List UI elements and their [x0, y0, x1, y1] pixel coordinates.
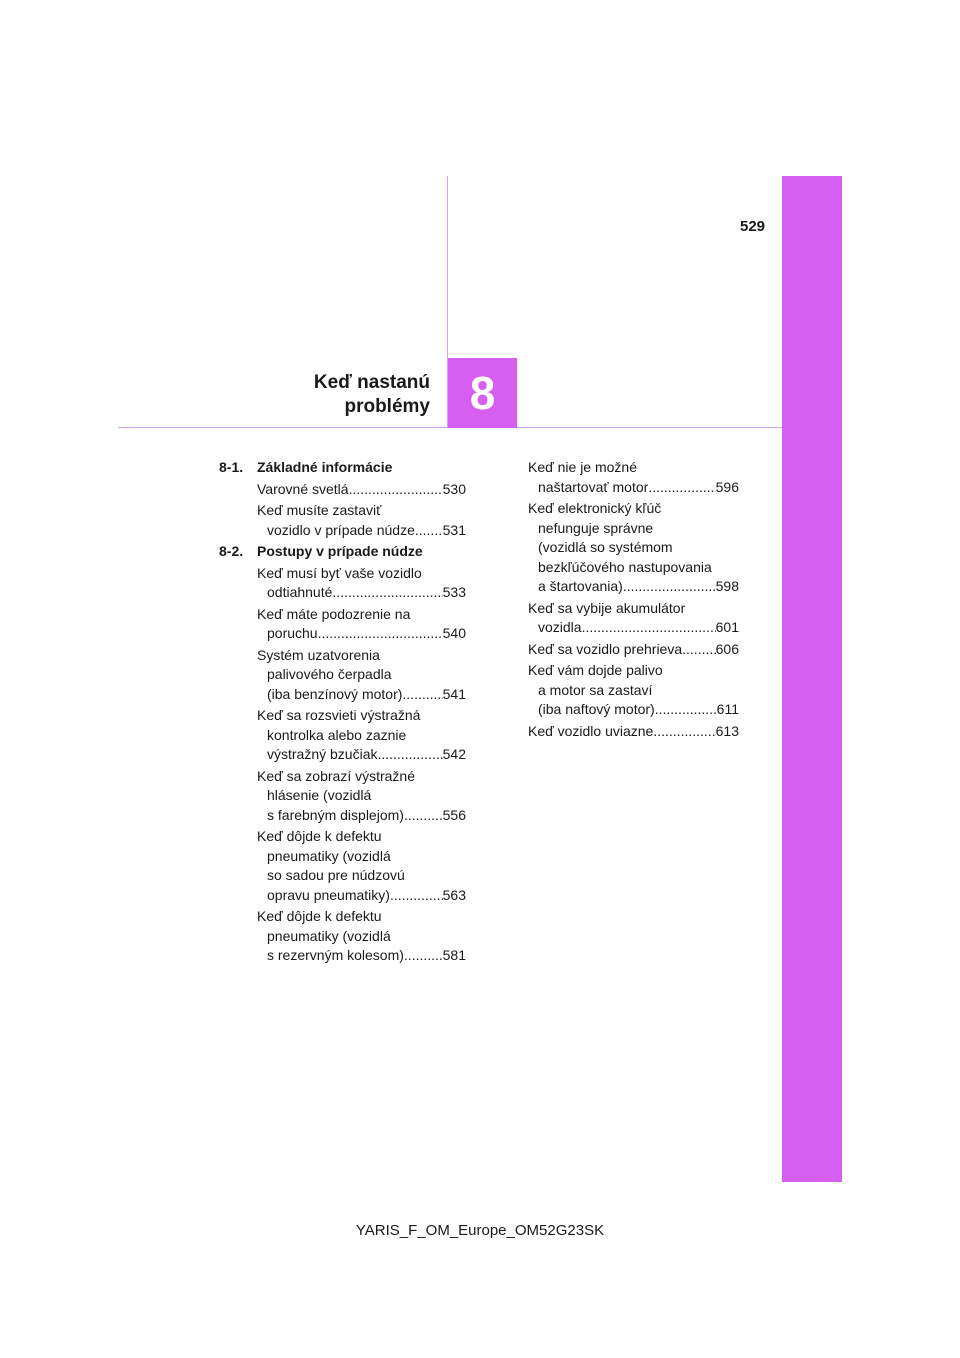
chapter-number-box: 8	[448, 358, 517, 428]
chapter-title-line1: Keď nastanú	[313, 372, 430, 393]
toc-entry-line: palivového čerpadla	[267, 666, 392, 682]
toc-entry-line: vozidlo v prípade núdze	[267, 521, 415, 538]
toc-entry-line: Keď vozidlo uviazne	[528, 722, 654, 739]
toc-entry-line: poruchu	[267, 625, 318, 641]
toc-section-title: Postupy v prípade núdze	[257, 543, 423, 559]
toc-entry-line: Systém uzatvorenia	[257, 646, 380, 663]
toc-entry-line: a motor sa zastaví	[538, 681, 653, 698]
toc-page-number: 541	[442, 685, 466, 702]
toc-entry-line: a štartovania)	[538, 578, 623, 594]
toc-entry-line: nefunguje správne	[538, 519, 654, 536]
dot-leader	[404, 806, 443, 826]
toc-entry-line: Keď sa zobrazí výstražné	[257, 767, 416, 784]
toc-page-number: 581	[442, 947, 466, 963]
toc-entry[interactable]	[528, 599, 739, 638]
toc-entry-line: (iba benzínový motor)	[267, 685, 403, 702]
dot-leader	[332, 583, 442, 603]
toc-entry-line: so sadou pre núdzovú	[267, 867, 405, 883]
chapter-side-tab	[782, 176, 842, 1182]
toc-page-number: 540	[442, 625, 466, 641]
toc-entry[interactable]	[257, 827, 466, 905]
toc-entry-line: opravu pneumatiky)	[267, 886, 390, 903]
dot-leader	[390, 886, 443, 906]
toc-entry-line: hlásenie (vozidlá	[267, 787, 372, 803]
toc-entry-line: Keď dôjde k defektu	[257, 908, 382, 924]
toc-entry-line: pneumatiky (vozidlá	[267, 847, 391, 864]
toc-page-number: 598	[715, 578, 739, 594]
toc-entry-line: (iba naftový motor)	[538, 701, 655, 717]
toc-section-number: 8-2.	[219, 543, 244, 559]
toc-page-number: 531	[442, 521, 466, 538]
toc-entry-line: Keď dôjde k defektu	[257, 828, 382, 844]
toc-entry-line: Keď musí byť vaše vozidlo	[257, 564, 422, 581]
toc-right-column	[528, 458, 739, 743]
chapter-title	[314, 371, 430, 419]
toc-entry-line: Keď nie je možné	[528, 459, 637, 475]
toc-entry-line: vozidla	[538, 619, 582, 635]
dot-leader	[404, 946, 443, 966]
toc-entry[interactable]	[528, 661, 739, 720]
toc-entry-line: s rezervným kolesom)	[267, 947, 404, 963]
toc-entry[interactable]	[528, 640, 739, 660]
toc-page-number: 542	[442, 746, 466, 762]
toc-page-number: 563	[442, 886, 466, 903]
dot-leader	[318, 624, 443, 644]
toc-entry[interactable]	[257, 706, 466, 765]
toc-section-entries	[257, 564, 466, 966]
dot-leader	[648, 478, 715, 498]
toc-section-heading[interactable]	[219, 542, 466, 562]
toc-entry[interactable]	[528, 722, 739, 742]
toc-entry-line: s farebným displejom)	[267, 806, 404, 823]
toc-entry[interactable]	[528, 458, 739, 497]
toc-entry[interactable]	[257, 605, 466, 644]
toc-section-heading[interactable]	[219, 458, 466, 478]
dot-leader	[415, 521, 443, 541]
toc-section-entries	[257, 480, 466, 541]
dot-leader	[653, 722, 715, 742]
toc-entry-line: Keď musíte zastaviť	[257, 502, 382, 518]
toc-entry-line: Keď máte podozrenie na	[257, 605, 411, 622]
toc-entry-line: Keď vám dojde palivo	[528, 662, 663, 678]
toc-entry-line: Keď sa rozsvieti výstražná	[257, 707, 421, 723]
dot-leader	[582, 618, 716, 638]
toc-page-number: 530	[442, 480, 466, 497]
toc-entry-line: (vozidlá so systémom	[538, 539, 673, 555]
toc-entry[interactable]	[257, 646, 466, 705]
toc-page-number: 601	[715, 619, 739, 635]
toc-page-number: 556	[442, 806, 466, 823]
toc-entry-line: Keď sa vozidlo prehrieva	[528, 640, 683, 657]
toc-page-number: 611	[716, 701, 739, 717]
toc-entry[interactable]	[257, 767, 466, 826]
toc-entry[interactable]	[528, 499, 739, 597]
toc-page-number: 613	[715, 722, 739, 739]
toc-page-number: 606	[715, 640, 739, 657]
toc-entry-line: bezkľúčového nastupovania	[538, 558, 712, 575]
dot-leader	[655, 700, 717, 720]
dot-leader	[682, 640, 716, 660]
toc-section-number: 8-1.	[219, 459, 244, 475]
page-number: 529	[740, 218, 766, 235]
toc-section-entries	[528, 458, 739, 741]
toc-page-number: 596	[715, 478, 739, 495]
toc-left-column	[219, 458, 466, 968]
toc-entry-line: odtiahnuté	[267, 584, 333, 600]
toc-entry-line: Keď elektronický kľúč	[528, 500, 662, 516]
toc-entry[interactable]	[257, 907, 466, 966]
chapter-title-line2: problémy	[344, 396, 430, 417]
toc-entry-line: výstražný bzučiak	[267, 746, 378, 762]
toc-entry[interactable]	[257, 564, 466, 603]
toc-page-number: 533	[442, 584, 466, 600]
toc-entry-line: pneumatiky (vozidlá	[267, 927, 391, 944]
toc-entry-line: Keď sa vybije akumulátor	[528, 599, 686, 616]
dot-leader	[377, 745, 442, 765]
toc-entry-line: Varovné svetlá	[257, 480, 349, 497]
toc-section-title: Základné informácie	[257, 459, 393, 475]
dot-leader	[402, 685, 442, 705]
toc-entry[interactable]	[257, 480, 466, 500]
dot-leader	[349, 480, 443, 500]
toc-entry[interactable]	[257, 501, 466, 540]
dot-leader	[623, 577, 716, 597]
toc-entry-line: naštartovať motor	[538, 478, 649, 495]
footer-doc-id: YARIS_F_OM_Europe_OM52G23SK	[355, 1222, 605, 1239]
toc-entry-line: kontrolka alebo zaznie	[267, 726, 407, 743]
